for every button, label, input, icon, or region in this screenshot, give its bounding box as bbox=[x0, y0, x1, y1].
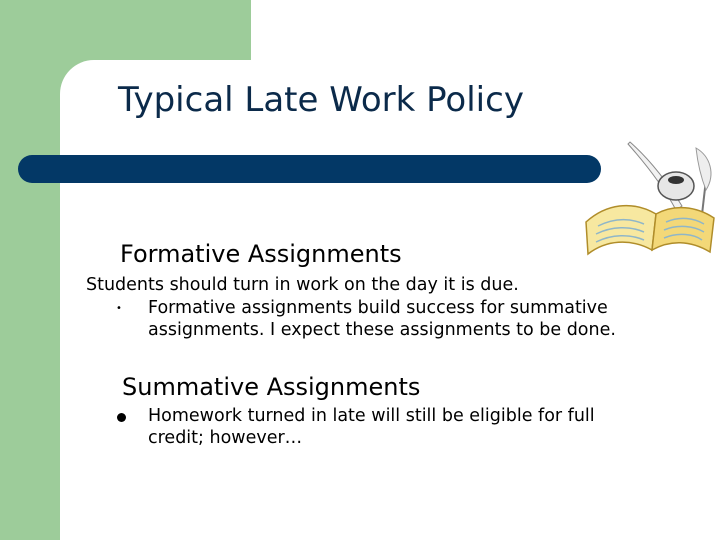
section-heading-formative: Formative Assignments bbox=[120, 240, 402, 268]
section-heading-summative: Summative Assignments bbox=[122, 373, 421, 401]
book-and-quill-icon bbox=[578, 140, 720, 260]
formative-bullet-line-2: assignments. I expect these assignments to be done. bbox=[148, 320, 616, 340]
summative-bullet-line-2: credit; however… bbox=[148, 428, 303, 448]
round-bullet-icon bbox=[117, 413, 126, 422]
summative-bullet-line-1: Homework turned in late will still be eligible for full bbox=[148, 406, 595, 426]
formative-bullet-line-1: Formative assignments build success for summative bbox=[148, 298, 608, 318]
small-bullet-icon: • bbox=[116, 303, 122, 314]
formative-intro-text: Students should turn in work on the day it is due. bbox=[86, 275, 519, 295]
slide-title: Typical Late Work Policy bbox=[118, 80, 524, 120]
title-underline-bar bbox=[18, 155, 601, 183]
